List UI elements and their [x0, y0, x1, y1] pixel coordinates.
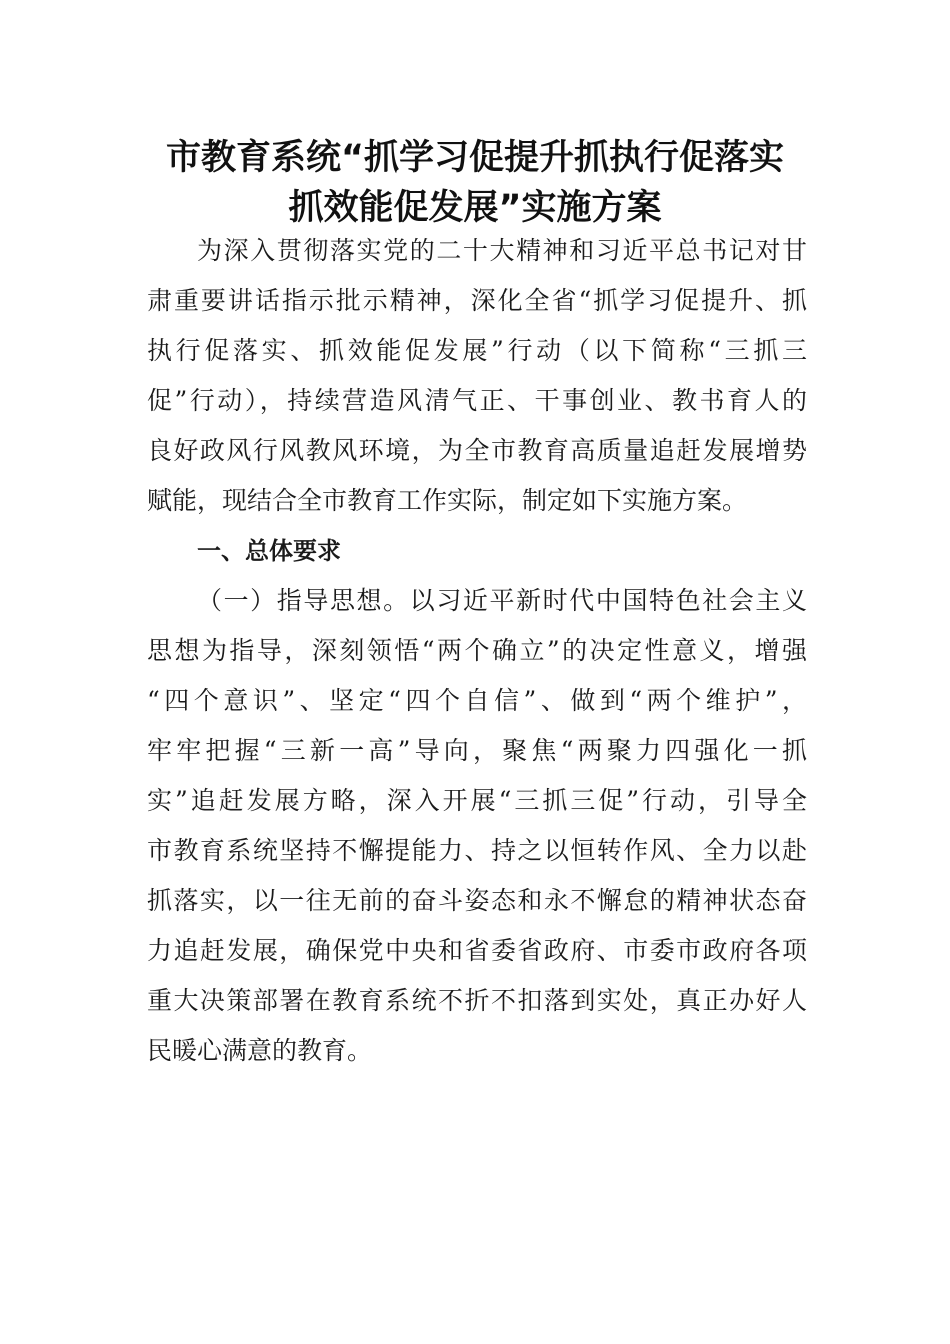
guidance-line: “四个意识”、坚定“四个自信”、做到“两个维护”， [147, 686, 807, 715]
intro-line: 执行促落实、抓效能促发展”行动（以下简称“三抓三 [147, 336, 807, 365]
intro-line: 促”行动），持续营造风清气正、干事创业、教书育人的 [147, 386, 807, 415]
guidance-line: 力追赶发展，确保党中央和省委省政府、市委市政府各项 [147, 936, 807, 965]
guidance-line: 市教育系统坚持不懈提能力、持之以恒转作风、全力以赴 [147, 836, 807, 865]
document-title-line-2: 抓效能促发展”实施方案 [288, 188, 662, 228]
guidance-line: 牢牢把握“三新一高”导向，聚焦“两聚力四强化一抓 [147, 736, 807, 765]
document-title-line-1: 市教育系统“抓学习促提升抓执行促落实 [165, 138, 784, 178]
guidance-line: 抓落实，以一往无前的奋斗姿态和永不懈怠的精神状态奋 [147, 886, 807, 915]
intro-line: 肃重要讲话指示批示精神，深化全省“抓学习促提升、抓 [147, 286, 807, 315]
section-heading: 一、总体要求 [197, 537, 341, 565]
guidance-line: 实”追赶发展方略，深入开展“三抓三促”行动，引导全 [147, 786, 807, 815]
intro-line: 为深入贯彻落实党的二十大精神和习近平总书记对甘 [197, 236, 807, 265]
intro-line: 赋能，现结合全市教育工作实际，制定如下实施方案。 [147, 486, 748, 515]
guidance-line: （一）指导思想。以习近平新时代中国特色社会主义 [197, 586, 807, 615]
guidance-line: 思想为指导，深刻领悟“两个确立”的决定性意义，增强 [147, 636, 807, 665]
guidance-line: 民暖心满意的教育。 [147, 1036, 373, 1065]
guidance-line: 重大决策部署在教育系统不折不扣落到实处，真正办好人 [147, 986, 807, 1015]
intro-line: 良好政风行风教风环境，为全市教育高质量追赶发展增势 [147, 436, 807, 465]
